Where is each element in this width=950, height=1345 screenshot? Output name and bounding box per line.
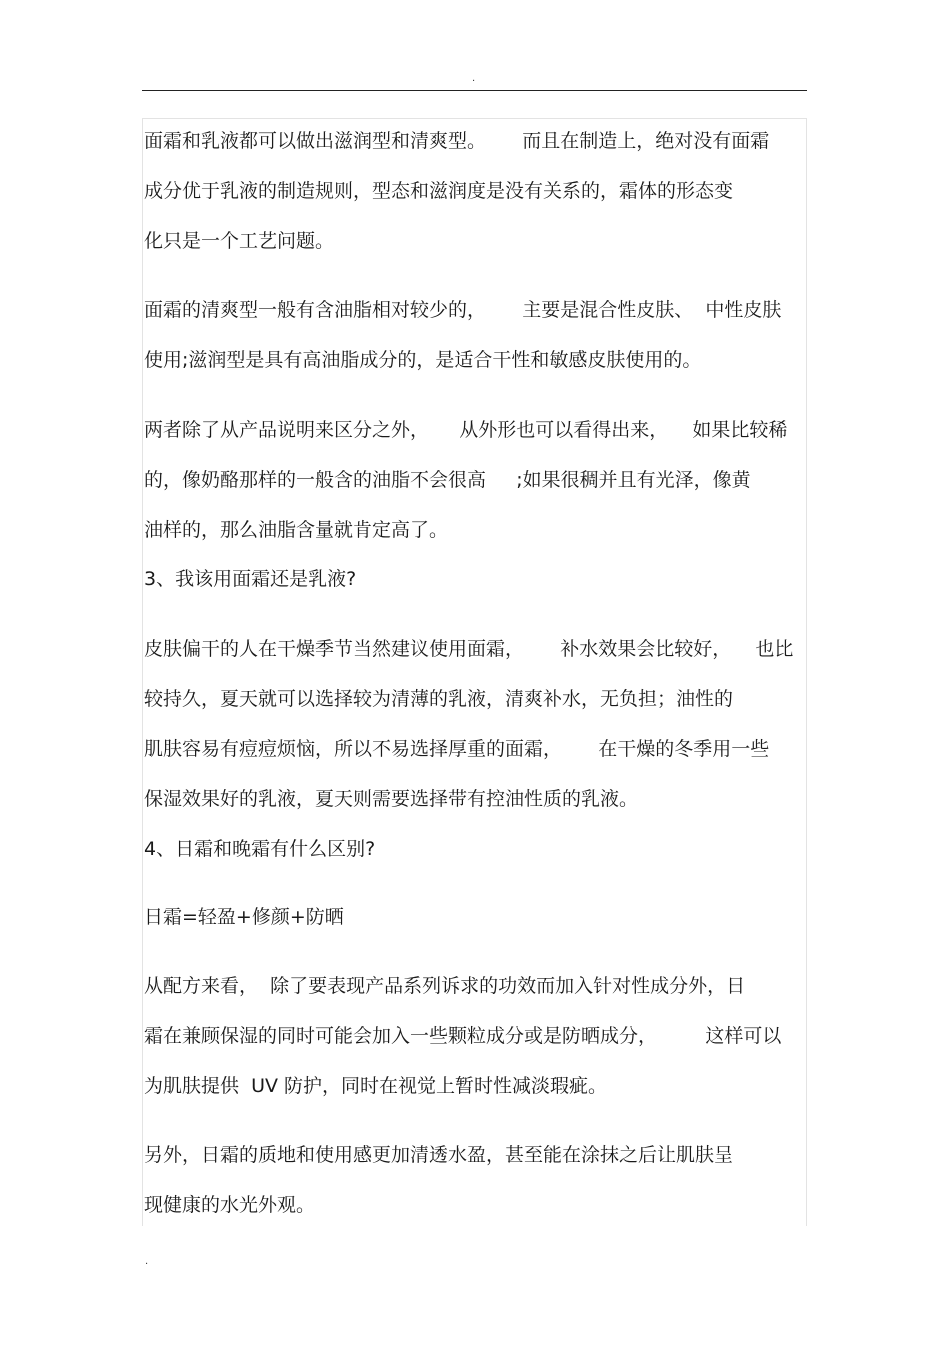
paragraph-4-line-3: 肌肤容易有痘痘烦恼，所以不易选择厚重的面霜， 在干燥的冬季用一些	[144, 738, 770, 760]
paragraph-5-line-3: 为肌肤提供 UV 防护，同时在视觉上暂时性减淡瑕疵。	[144, 1075, 608, 1097]
paragraph-3-line-1: 两者除了从产品说明来区分之外， 从外形也可以看得出来， 如果比较稀	[144, 419, 788, 441]
content-frame-left	[142, 118, 143, 1226]
paragraph-6-line-2: 现健康的水光外观。	[144, 1194, 316, 1216]
section-4-heading: 4、日霜和晚霜有什么区别?	[144, 838, 376, 860]
paragraph-5-line-2: 霜在兼顾保湿的同时可能会加入一些颗粒成分或是防晒成分， 这样可以	[144, 1025, 782, 1047]
section-3-heading: 3、我该用面霜还是乳液?	[144, 568, 357, 590]
paragraph-4-line-2: 较持久，夏天就可以选择较为清薄的乳液，清爽补水，无负担；油性的	[144, 688, 734, 710]
paragraph-1-line-3: 化只是一个工艺问题。	[144, 230, 335, 252]
paragraph-6-line-1: 另外，日霜的质地和使用感更加清透水盈，甚至能在涂抹之后让肌肤呈	[144, 1144, 734, 1166]
paragraph-3-line-3: 油样的，那么油脂含量就肯定高了。	[144, 519, 449, 541]
content-frame-right	[806, 118, 807, 1226]
footer-mark: .	[145, 1256, 149, 1267]
paragraph-2-line-2: 使用;滋润型是具有高油脂成分的，是适合干性和敏感皮肤使用的。	[144, 349, 702, 371]
paragraph-4-line-4: 保湿效果好的乳液，夏天则需要选择带有控油性质的乳液。	[144, 788, 639, 810]
paragraph-5-line-1: 从配方来看， 除了要表现产品系列诉求的功效而加入针对性成分外，日	[144, 975, 746, 997]
paragraph-1-line-2: 成分优于乳液的制造规则，型态和滋润度是没有关系的，霜体的形态变	[144, 180, 734, 202]
header-mark: .	[472, 73, 476, 84]
header-rule	[142, 90, 807, 91]
paragraph-3-line-2: 的，像奶酪那样的一般含的油脂不会很高 ;如果很稠并且有光泽，像黄	[144, 469, 751, 491]
day-cream-formula: 日霜=轻盈+修颜+防晒	[144, 906, 344, 928]
paragraph-1-line-1: 面霜和乳液都可以做出滋润型和清爽型。 而且在制造上，绝对没有面霜	[144, 130, 770, 152]
paragraph-4-line-1: 皮肤偏干的人在干燥季节当然建议使用面霜， 补水效果会比较好， 也比	[144, 638, 794, 660]
content-frame-top	[142, 118, 807, 119]
paragraph-2-line-1: 面霜的清爽型一般有含油脂相对较少的， 主要是混合性皮肤、 中性皮肤	[144, 299, 782, 321]
